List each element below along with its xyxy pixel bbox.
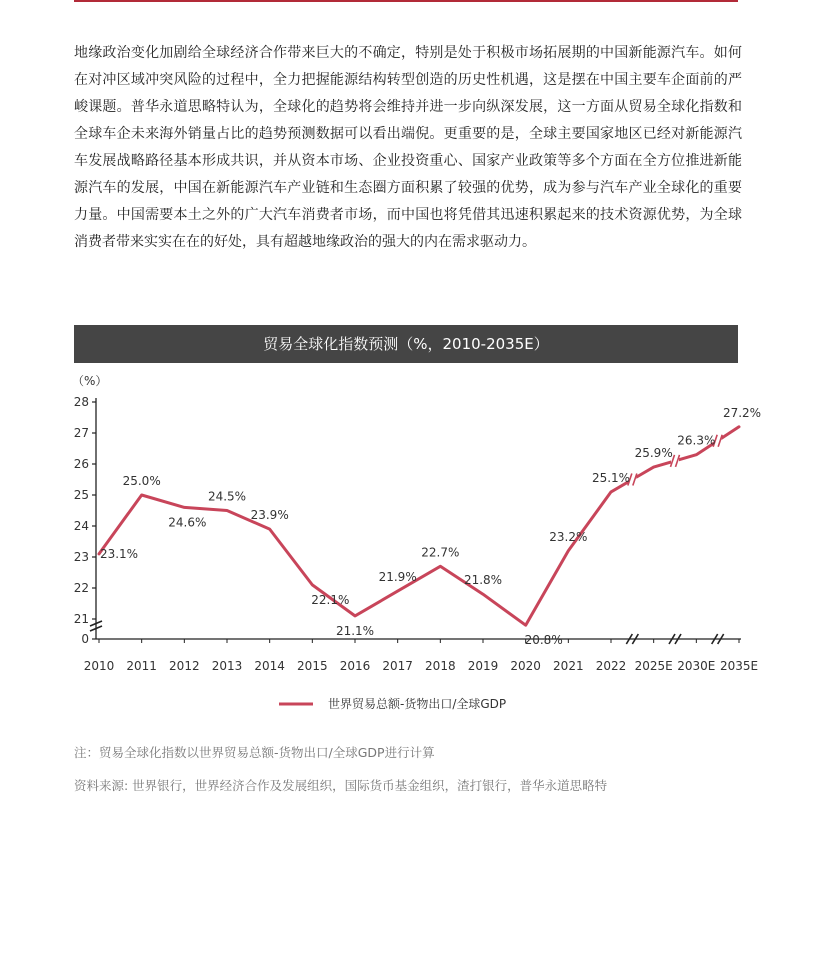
chart-title: 贸易全球化指数预测（%，2010-2035E） [74, 325, 738, 363]
legend [279, 696, 506, 711]
y-tick-label-0: 0 [81, 632, 89, 646]
x-tick-label-2021: 2021 [553, 659, 584, 673]
data-label-2022: 25.1% [591, 470, 631, 485]
data-label-2012: 24.6% [168, 515, 207, 530]
data-label-2013: 24.5% [207, 489, 247, 504]
x-tick-label-2019: 2019 [467, 659, 499, 673]
data-label-2021: 23.2% [549, 529, 588, 544]
data-label-2011: 25.0% [122, 474, 161, 488]
data-label-2010: 23.1% [99, 546, 139, 561]
x-tick-label-2012: 2012 [169, 659, 200, 673]
y-tick-label-22: 22 [73, 581, 89, 595]
x-axis [84, 634, 758, 673]
x-tick-label-2022: 2022 [595, 659, 627, 673]
data-label-2018: 22.7% [421, 545, 460, 560]
data-label-2016: 21.1% [335, 623, 375, 638]
series-group [99, 406, 761, 647]
x-tick-label-2018: 2018 [425, 659, 456, 673]
y-axis-unit: （%） [72, 374, 108, 388]
x-tick-label-2011: 2011 [126, 659, 157, 673]
legend-label: 世界贸易总额-货物出口/全球GDP [328, 697, 507, 711]
y-tick-label-24: 24 [73, 519, 89, 533]
trade-globalization-chart [60, 365, 780, 725]
data-label-2020: 20.8% [524, 633, 563, 648]
x-tick-label-2016: 2016 [339, 659, 371, 673]
data-label-2019: 21.8% [463, 573, 503, 588]
y-axis [74, 395, 102, 646]
x-tick-label-2013: 2013 [211, 659, 243, 673]
top-rule [74, 0, 738, 2]
y-tick-label-27: 27 [73, 426, 89, 440]
x-tick-label-2020: 2020 [510, 659, 541, 673]
data-label-2030E: 26.3% [677, 433, 716, 448]
y-tick-label-26: 26 [73, 457, 89, 471]
x-tick-label-2015: 2015 [297, 659, 328, 673]
data-label-2017: 21.9% [378, 570, 417, 585]
y-tick-label-25: 25 [73, 488, 89, 502]
article-paragraph: 地缘政治变化加剧给全球经济合作带来巨大的不确定，特别是处于积极市场拓展期的中国新能源汽车。如何在对冲区域冲突风险的过程中，全力把握能源结构转型创造的历史性机遇，这是摆在中国主要车企面前的严峻课题。普华永道思略特认为，全球化的趋势将会维持并进一步向纵深发展，这一方面从贸易全球化指数和全球车企未来海外销量占比的趋势预测数据可以看出端倪。更重要的是，全球主要国家地区已经对新能源汽车发展战略路径基本形成共识，并从资本市场、企业投资重心、国家产业政策等多个方面在全方位推进新能源汽车的发展，中国在新能源汽车产业链和生态圈方面积累了较强的优势，成为参与汽车产业全球化的重要力量。中国需要本土之外的广大汽车消费者市场，而中国也将凭借其迅速积累起来的技术资源优势，为全球消费者带来实实在在的好处，具有超越地缘政治的强大的内在需求驱动力。 [74, 45, 742, 250]
x-tick-label-2035E: 2035E [719, 659, 759, 673]
x-tick-label-2014: 2014 [254, 659, 285, 673]
x-tick-label-2025E: 2025E [634, 659, 673, 673]
data-label-2014: 23.9% [250, 508, 289, 523]
data-label-2015: 22.1% [311, 592, 350, 607]
data-label-2035E: 27.2% [722, 405, 762, 420]
y-tick-label-23: 23 [73, 550, 89, 564]
data-label-2025E: 25.9% [634, 446, 673, 461]
x-tick-label-2017: 2017 [382, 659, 413, 673]
y-tick-label-21: 21 [73, 612, 89, 626]
chart-note: 注：贸易全球化指数以世界贸易总额-货物出口/全球GDP进行计算 [74, 745, 435, 760]
x-tick-label-2010: 2010 [83, 659, 115, 673]
y-tick-label-28: 28 [73, 395, 89, 409]
chart-source: 资料来源: 世界银行，世界经济合作及发展组织，国际货币基金组织，渣打银行，普华永道思略特 [74, 778, 608, 793]
x-tick-label-2030E: 2030E [677, 659, 716, 673]
